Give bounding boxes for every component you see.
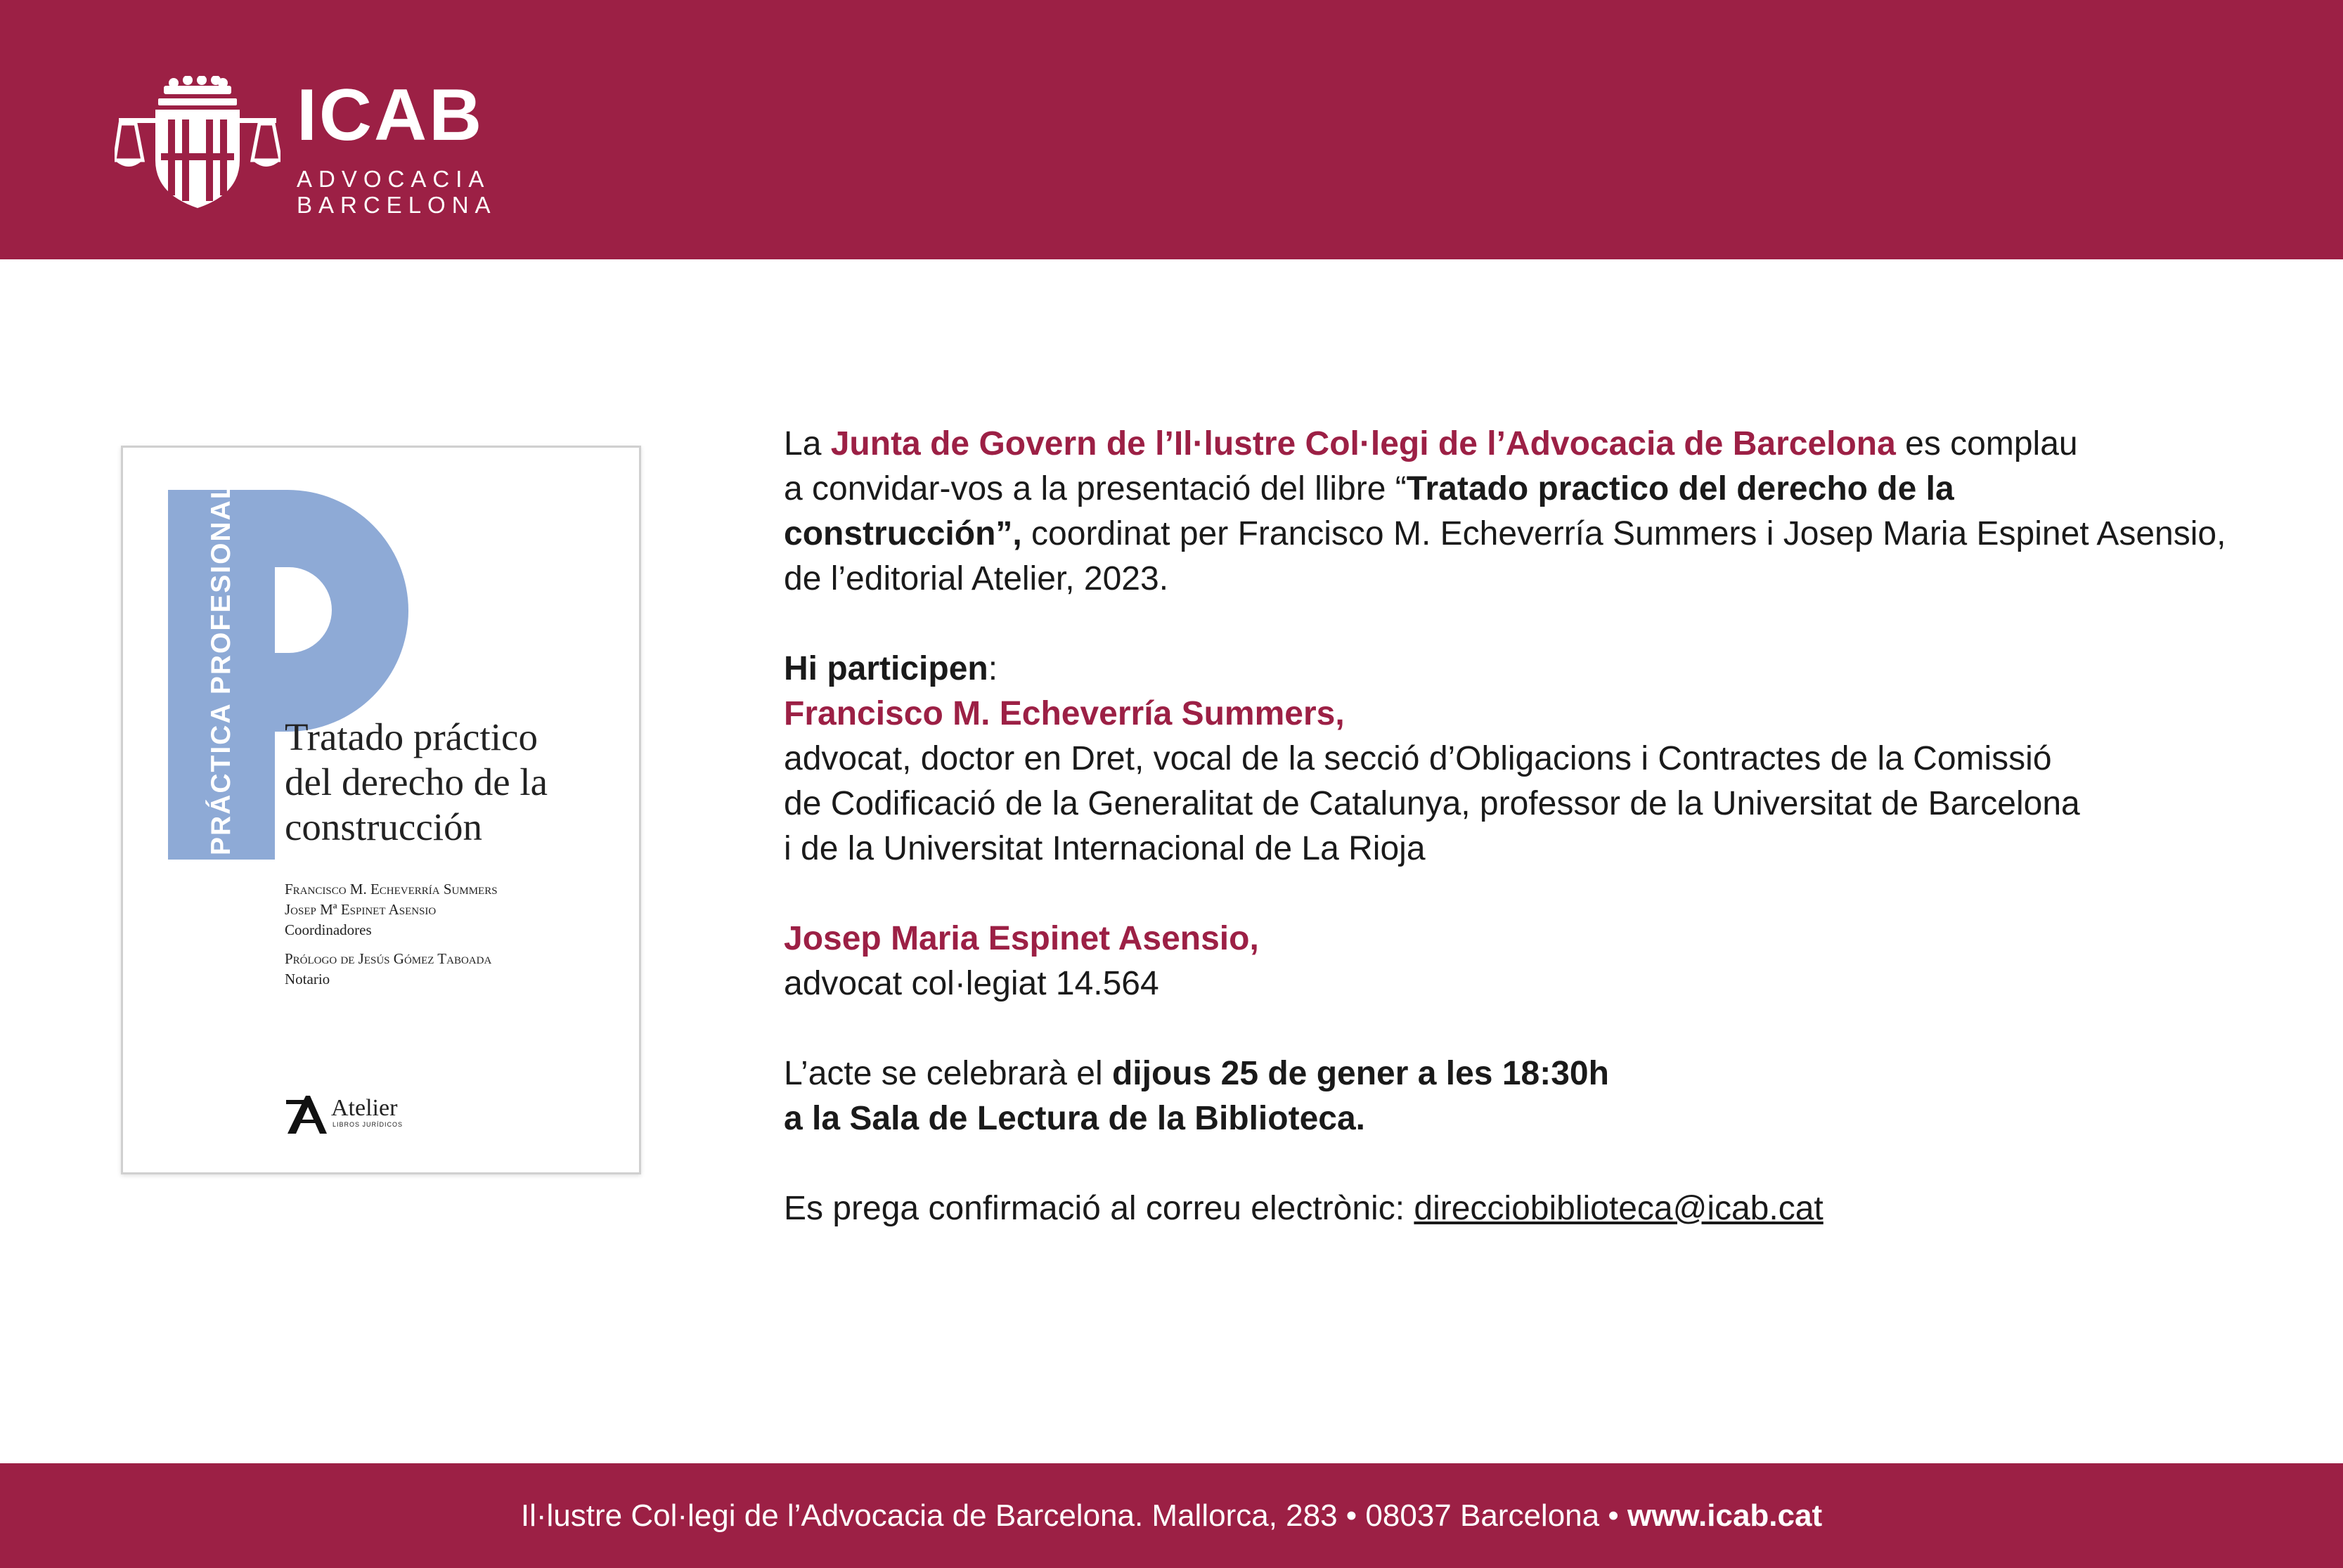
speaker1-name: Francisco M. Echeverría Summers,: [784, 695, 1345, 732]
speaker1-description: de Codificació de la Generalitat de Catalunya, professor de la Universitat de Barcelona: [784, 785, 2080, 822]
event-pre: L’acte se celebrarà el: [784, 1055, 1112, 1092]
org-name: Junta de Govern de l’Il·lustre Col·legi de l’Advocacia de Barcelona: [830, 425, 1896, 462]
icab-logo[interactable]: [297, 74, 497, 218]
intro-line: [784, 422, 2288, 467]
publisher-name: Atelier: [331, 1095, 398, 1121]
cover-title: [285, 715, 629, 850]
participants-label: Hi participen: [784, 650, 988, 687]
logo-wordmark: ICAB: [297, 74, 484, 156]
rsvp-pre: Es prega confirmació al correu electrònic:: [784, 1190, 1414, 1227]
participants-heading: [784, 647, 2288, 692]
publisher-subtitle: LIBROS JURÍDICOS: [333, 1121, 404, 1128]
speaker2-description: advocat col·legiat 14.564: [784, 965, 1159, 1002]
cover-title-line: del derecho de la: [285, 760, 548, 803]
cover-prologue-role: Notario: [285, 971, 330, 987]
footer-banner: [0, 1463, 2343, 1568]
icab-crest-icon: [115, 76, 280, 208]
header-banner: [0, 0, 2343, 259]
book-cover-image: [121, 446, 641, 1174]
footer-website-link[interactable]: www.icab.cat: [1627, 1498, 1823, 1533]
event-place: a la Sala de Lectura de la Biblioteca.: [784, 1100, 1365, 1137]
logo-subtitle-1: ADVOCACIA: [297, 166, 491, 192]
intro-pre: La: [784, 425, 831, 462]
publisher-line: de l’editorial Atelier, 2023.: [784, 560, 1169, 597]
speaker2-name: Josep Maria Espinet Asensio,: [784, 920, 1259, 957]
cover-authors-role: Coordinadores: [285, 921, 372, 938]
cover-title-line: Tratado práctico: [285, 715, 538, 758]
speaker1-description: i de la Universitat Internacional de La Rioja: [784, 830, 1426, 867]
cover-title-line: construcción: [285, 805, 483, 848]
book-title-part2: construcción”,: [784, 515, 1022, 552]
rsvp-line: [784, 1186, 2288, 1231]
speaker1-description: advocat, doctor en Dret, vocal de la secció d’Obligacions i Contractes de la Comissió: [784, 740, 2052, 777]
cover-series-label: PRÁCTICA PROFESIONAL: [206, 481, 236, 855]
event-line: [784, 1051, 2288, 1096]
invitation-text: [784, 422, 2288, 1231]
book-line: [784, 512, 2288, 557]
rsvp-email-link[interactable]: direcciobiblioteca@icab.cat: [1414, 1190, 1824, 1227]
footer-address: Il·lustre Col·legi de l’Advocacia de Barcelona. Mallorca, 283 • 08037 Barcelona •: [520, 1498, 1627, 1533]
participants-colon: :: [988, 650, 998, 687]
cover-prologue: [285, 949, 491, 990]
logo-subtitle-2: BARCELONA: [297, 192, 497, 218]
cover-prologue-author: Prólogo de Jesús Gómez Taboada: [285, 950, 492, 967]
intro-post: es complau: [1895, 425, 2078, 462]
cover-authors: [285, 879, 498, 940]
invite-line: [784, 467, 2288, 512]
cover-author: Josep Mª Espinet Asensio: [285, 901, 437, 918]
event-date: dijous 25 de gener a les 18:30h: [1111, 1055, 1609, 1092]
invite-pre: a convidar-vos a la presentació del llibre “: [784, 470, 1407, 507]
cover-author: Francisco M. Echeverría Summers: [285, 881, 498, 898]
atelier-logo-icon: [285, 1093, 328, 1136]
book-title-part1: Tratado practico del derecho de la: [1406, 470, 1954, 507]
coordinators-text: coordinat per Francisco M. Echeverría Summers i Josep Maria Espinet Asensio,: [1021, 515, 2226, 552]
